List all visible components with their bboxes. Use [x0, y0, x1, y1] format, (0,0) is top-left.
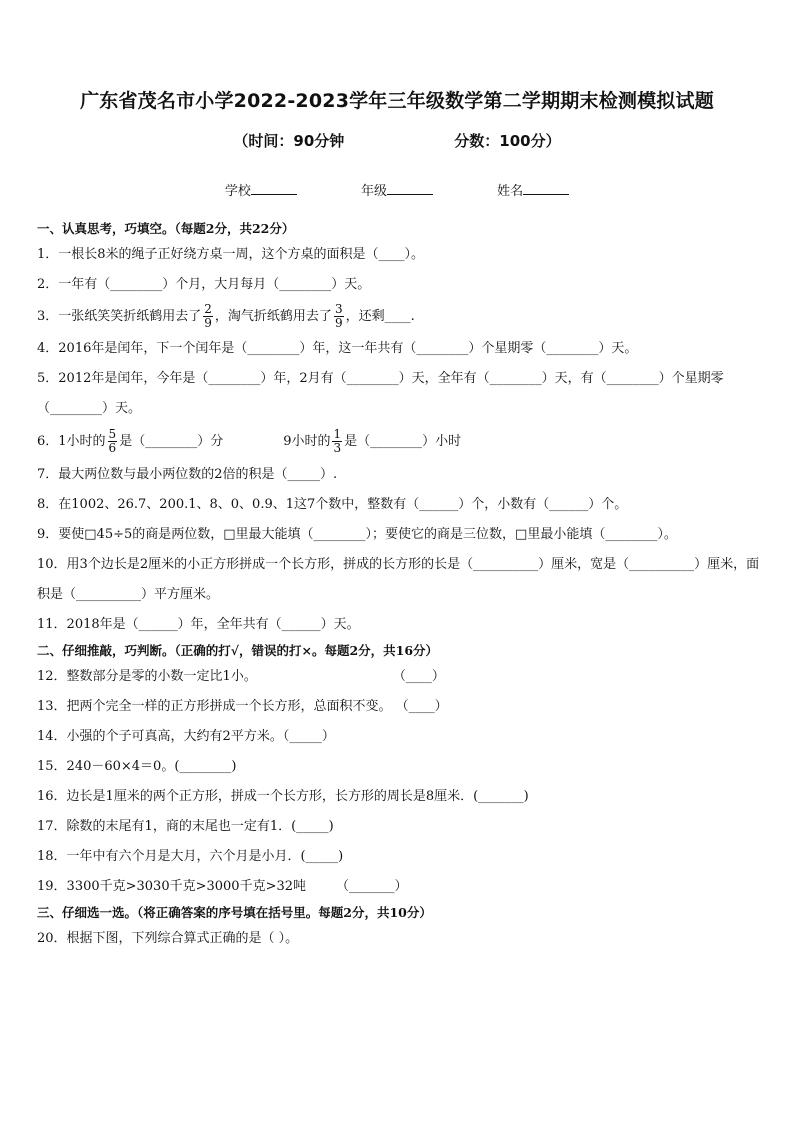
- fraction-5-6: $\frac{5}{6}$: [108, 427, 117, 455]
- school-label: 学校: [224, 184, 251, 199]
- section-3-title: 三、仔细选一选。（将正确答案的序号填在括号里。每题2分，共10分）: [37, 905, 432, 920]
- grade-field[interactable]: [361, 180, 433, 199]
- question-7: 7．最大两位数与最小两位数的2倍的积是（_____）.: [37, 467, 338, 482]
- question-15: 15．240－60×4＝0。(________): [37, 759, 237, 774]
- question-4: 4．2016年是闰年，下一个闰年是（________）年，这一年共有（________）个星期零（________）天。: [37, 341, 638, 356]
- question-13: 13．把两个完全一样的正方形拼成一个长方形，总面积不变。 （____）: [37, 699, 448, 714]
- fraction-2-9: $\frac{2}{9}$: [204, 302, 212, 330]
- time-limit: （时间：90分钟: [233, 132, 345, 150]
- question-10: 10．用3个边长是2厘米的小正方形拼成一个长方形，拼成的长方形的长是（__________）厘米，宽是（__________）厘米，面积是（__________）平方厘米。: [37, 557, 760, 602]
- question-6: 6．1小时的 $\frac{5}{6}$ 是（________）分 9小时的 $\frac{1}{3}$ 是（________）小时: [37, 427, 462, 455]
- question-18: 18．一年中有六个月是大月，六个月是小月．(_____): [37, 849, 344, 864]
- student-info: [0, 180, 794, 199]
- exam-content: [37, 218, 762, 954]
- section-1-title: 一、认真思考，巧填空。（每题2分，共22分）: [37, 221, 295, 236]
- question-3: 3．一张纸笑笑折纸鹤用去了 $\frac{2}{9}$ ，淘气折纸鹤用去了 $\frac{3}{9}$ ，还剩____.: [37, 302, 415, 330]
- question-2: 2．一年有（________）个月，大月每月（________）天。: [37, 277, 371, 292]
- question-1: 1．一根长8米的绳子正好绕方桌一周，这个方桌的面积是（____）。: [37, 247, 425, 262]
- question-12: 12．整数部分是零的小数一定比1小。 （____）: [37, 669, 445, 684]
- fraction-1-3: $\frac{1}{3}$: [333, 427, 342, 455]
- question-14: 14．小强的个子可真高，大约有2平方米。（_____）: [37, 729, 335, 744]
- question-9: 9．要使□45÷5的商是两位数，□里最大能填（________）；要使它的商是三位数，□里最小能填（________）。: [37, 527, 677, 542]
- name-field[interactable]: [497, 180, 569, 199]
- page-title: 广东省茂名市小学2022-2023学年三年级数学第二学期期末检测模拟试题: [80, 90, 714, 112]
- grade-label: 年级: [360, 184, 387, 199]
- school-field[interactable]: [225, 180, 297, 199]
- question-11: 11．2018年是（______）年，全年共有（______）天。: [37, 617, 360, 632]
- question-19: 19．3300千克>3030千克>3000千克>32吨 （_______）: [37, 879, 408, 894]
- section-2-title: 二、仔细推敲，巧判断。（正确的打√，错误的打×。每题2分，共16分）: [37, 643, 439, 658]
- question-17: 17．除数的末尾有1，商的末尾也一定有1．(_____): [37, 819, 334, 834]
- total-score: 分数：100分）: [454, 132, 561, 150]
- fraction-3-9: $\frac{3}{9}$: [334, 302, 343, 330]
- exam-meta: [0, 130, 794, 151]
- question-5: 5．2012年是闰年，今年是（________）年，2月有（________）天，全年有（________）天，有（________）个星期零（________）天。: [37, 371, 724, 416]
- question-8: 8．在1002、26.7、200.1、8、0、0.9、1这7个数中，整数有（______）个，小数有（______）个。: [37, 497, 628, 512]
- question-16: 16．边长是1厘米的两个正方形，拼成一个长方形，长方形的周长是8厘米．(_______): [37, 789, 529, 804]
- name-label: 姓名: [497, 184, 524, 199]
- question-20: 20．根据下图，下列综合算式正确的是（ ）。: [37, 931, 299, 946]
